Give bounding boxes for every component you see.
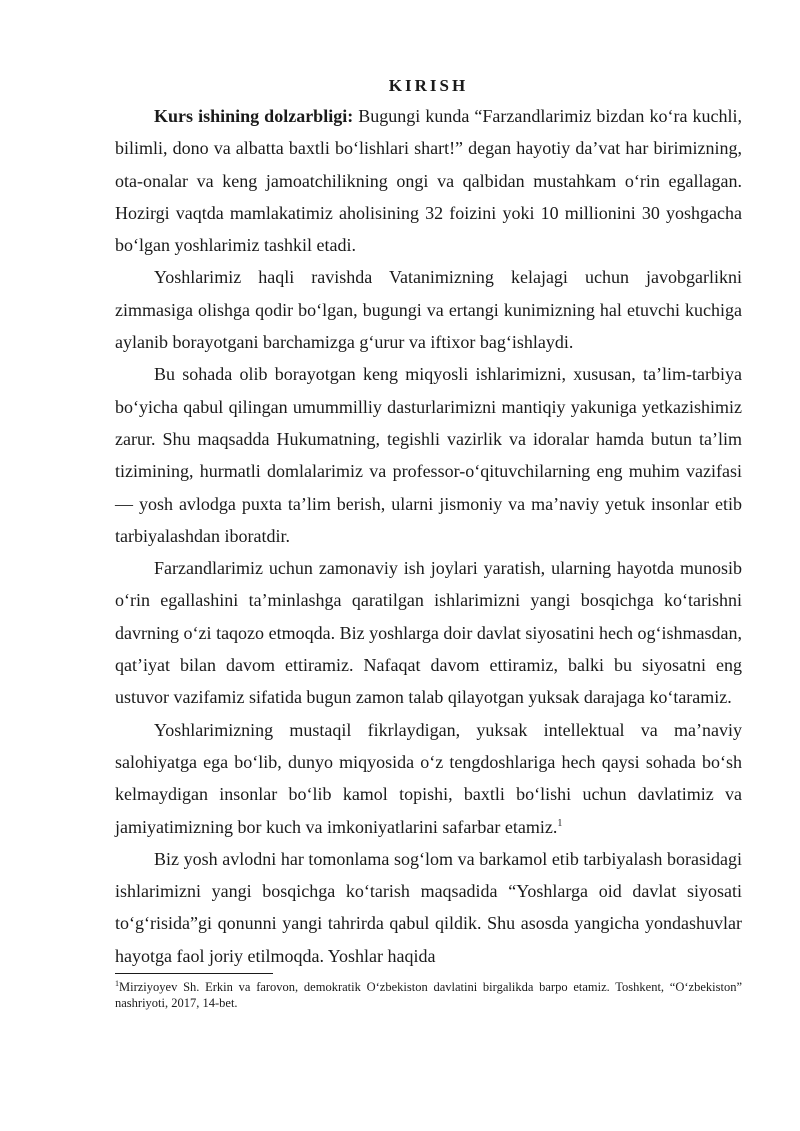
paragraph-5-text: Yoshlarimizning mustaqil fikrlaydigan, yuksak intellektual va ma’naviy salohiyatga ega bo‘lib, dunyo miqyosida o‘z tengdoshlariga hech qaysi sohada bo‘sh kelmaydigan insonlar bo‘lib kamol topishi, baxtli bo‘lishi uchun davlatimiz va jamiyatimizning bor kuch va imkoniyatlarini safarbar etamiz. xyxy=(115,719,742,837)
paragraph-lead: Kurs ishining dolzarbligi: xyxy=(154,106,354,126)
paragraph-4: Farzandlarimiz uchun zamonaviy ish joylari yaratish, ularning hayotda munosib o‘rin egallashini ta’minlashga qaratilgan ishlarimizni yangi bosqichga ko‘tarishni davrning o‘zi taqozo etmoqda. Biz yoshlarga doir davlat siyosatini hech og‘ishmasdan, qat’iyat bilan davom ettiramiz. Nafaqat davom ettiramiz, balki bu siyosatni eng ustuvor vazifamiz sifatida bugun zamon talab qilayotgan yuksak darajaga ko‘taramiz. xyxy=(115,558,742,708)
footnote-text: Mirziyoyev Sh. Erkin va farovon, demokratik O‘zbekiston davlatini birgalikda barpo etamiz. Toshkent, “O‘zbekiston” nashriyoti, 2017, 14-bet. xyxy=(115,980,742,1011)
paragraph-1-text: Bugungi kunda “Farzandlarimiz bizdan ko‘ra kuchli, bilimli, dono va albatta baxtli bo‘lishlari shart!” degan hayotiy da’vat har birimizning, ota-onalar va keng jamoatchilikning ongi va qalbidan mustahkam o‘rin egallagan. Hozirgi vaqtda mamlakatimiz aholisining 32 foizini yoki 10 millionini 30 yoshgacha bo‘lgan yoshlarimiz tashkil etadi. xyxy=(115,106,742,256)
paragraph-6: Biz yosh avlodni har tomonlama sog‘lom va barkamol etib tarbiyalash borasidagi ishlarimizni yangi bosqichga ko‘tarish maqsadida “Yoshlarga oid davlat siyosati to‘g‘risida”gi qonunni yangi tahrirda qabul qildik. Shu asosda yangicha yondashuvlar hayotga faol joriy etilmoqda. Yoshlar haqida xyxy=(115,848,742,966)
footnote xyxy=(115,979,742,1011)
page-title: KIRISH xyxy=(388,76,469,95)
paragraph-1 xyxy=(115,100,742,261)
footnote-separator xyxy=(115,973,273,974)
footnote-mark: 1 xyxy=(115,978,119,988)
paragraph-5 xyxy=(115,714,742,843)
paragraph-2: Yoshlarimiz haqli ravishda Vatanimizning kelajagi uchun javobgarlikni zimmasiga olishga qodir bo‘lgan, bugungi va ertangi kunimizning hal etuvchi kuchiga aylanib borayotgani barchamizga g‘urur va iftixor bag‘ishlaydi. xyxy=(115,267,742,353)
paragraph-3: Bu sohada olib borayotgan keng miqyosli ishlarimizni, xususan, ta’lim-tarbiya bo‘yicha qabul qilingan umummilliy dasturlarimizni mantiqiy yakuniga yetkazishimiz zarur. Shu maqsadda Hukumatning, tegishli vazirlik va idoralar hamda butun ta’lim tizimining, hurmatli domlalarimiz va professor-o‘qituvchilarning eng muhim vazifasi — yosh avlodga puxta ta’lim berish, ularni jismoniy va ma’naviy yetuk insonlar etib tarbiyalashdan iboratdir. xyxy=(115,364,742,546)
footnote-reference: 1 xyxy=(557,817,563,829)
